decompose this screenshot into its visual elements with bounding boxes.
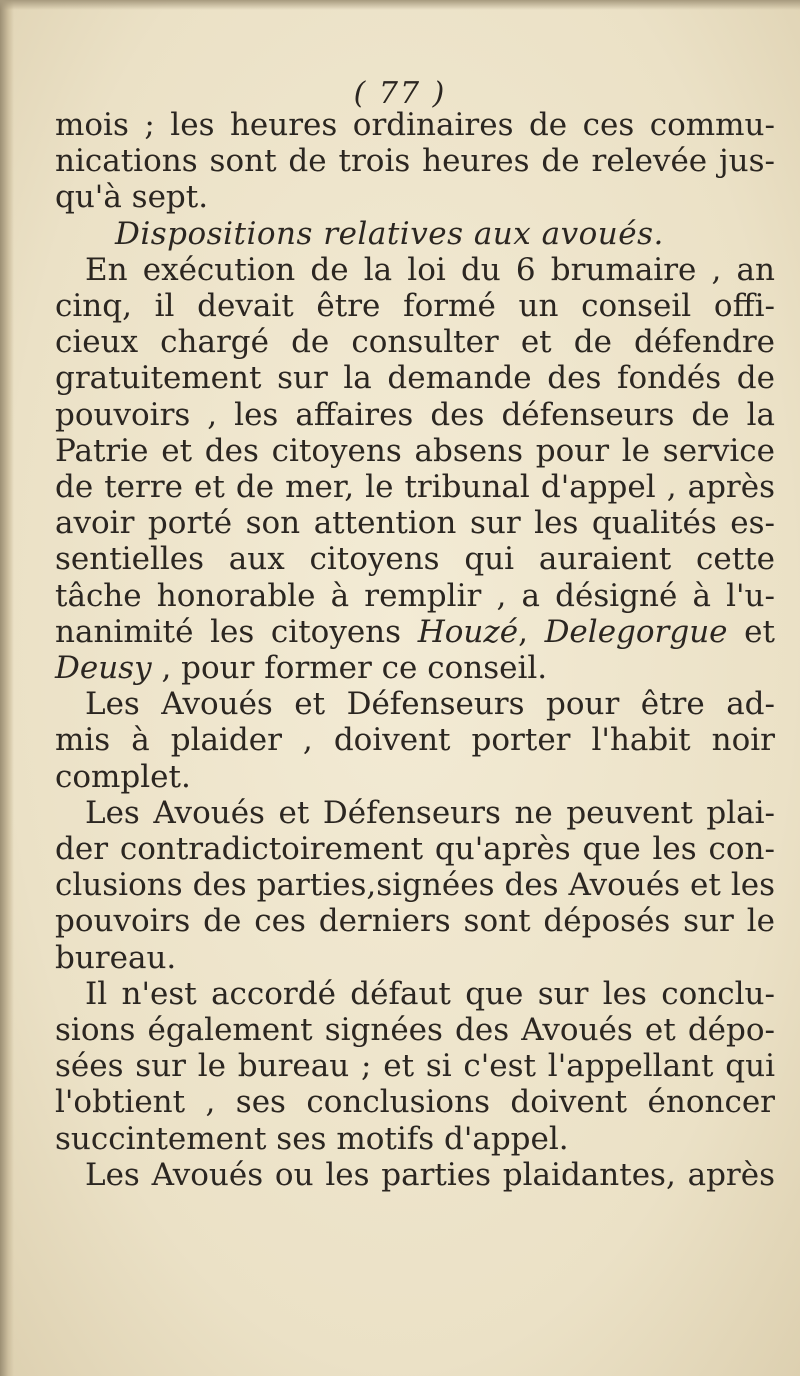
text-line — [55, 650, 775, 686]
text-line: Les Avoués et Défenseurs pour être ad- — [85, 686, 775, 723]
text-line: gratuitement sur la demande des fondés de — [55, 360, 775, 397]
text-line: l'obtient , ses conclusions doivent énoncer — [55, 1084, 775, 1121]
text-line: cieux chargé de consulter et de défendre — [55, 324, 775, 361]
text-line: avoir porté son attention sur les qualités es- — [55, 505, 775, 542]
text-line: Les Avoués et Défenseurs ne peuvent plai- — [85, 794, 775, 831]
top-edge-shadow — [0, 0, 800, 10]
text-line: mois ; les heures ordinaires de ces commu- — [55, 107, 775, 143]
text-line: Il n'est accordé défaut que sur les conclu- — [85, 975, 775, 1012]
text-line: pouvoirs , les affaires des défenseurs de la — [55, 396, 775, 433]
text-line: succintement ses motifs d'appel. — [55, 1120, 569, 1157]
text-line: Les Avoués ou les parties plaidantes, après — [85, 1156, 775, 1193]
text-line: sées sur le bureau ; et si c'est l'appellant qui — [55, 1048, 775, 1085]
text-line: pouvoirs de ces derniers sont déposés sur le — [55, 903, 775, 940]
text-fragment: nanimité les citoyens — [55, 613, 402, 650]
text-line: mis à plaider , doivent porter l'habit noir — [55, 722, 775, 759]
text-line: de terre et de mer, le tribunal d'appel , après — [55, 469, 775, 506]
name-delegorgue: Delegorgue — [544, 613, 728, 650]
text-line — [55, 614, 775, 650]
text-line: clusions des parties,signées des Avoués et les — [55, 867, 775, 904]
text-line: Patrie et des citoyens absens pour le service — [55, 432, 775, 469]
page-number: ( 77 ) — [353, 76, 447, 111]
text-fragment: et — [727, 613, 775, 650]
binding-shadow — [0, 0, 14, 1376]
text-line: complet. — [55, 758, 191, 795]
text-line: sentielles aux citoyens qui auraient cette — [55, 541, 775, 578]
text-line: sions également signées des Avoués et dépo- — [55, 1012, 775, 1049]
text-line: der contradictoirement qu'après que les con- — [55, 831, 775, 868]
text-fragment: , pour former ce conseil. — [151, 650, 548, 687]
page-text — [55, 107, 775, 1193]
text-line: nications sont de trois heures de relevée jus- — [55, 143, 775, 180]
section-heading: Dispositions relatives aux avoués. — [115, 215, 664, 252]
text-line: cinq, il devait être formé un conseil offi- — [55, 288, 775, 325]
name-houze: Houzé — [417, 613, 519, 650]
text-line: qu'à sept. — [55, 179, 209, 216]
text-line: En exécution de la loi du 6 brumaire , an — [85, 251, 775, 288]
text-line: tâche honorable à remplir , a désigné à l'u- — [55, 577, 775, 614]
name-deusy: Deusy — [55, 650, 152, 687]
text-fragment: , — [518, 613, 545, 650]
text-line: bureau. — [55, 939, 177, 976]
